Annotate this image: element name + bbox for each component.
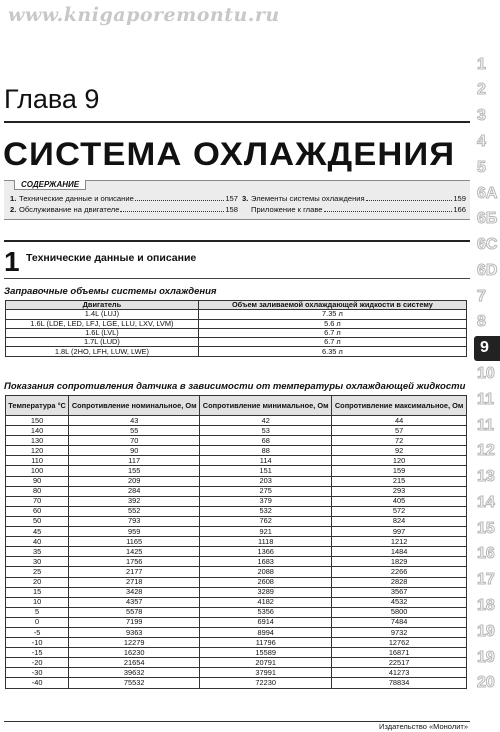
table-cell: 40 [6, 537, 69, 547]
table-cell: 30 [6, 557, 69, 567]
table-cell: 42 [200, 416, 332, 426]
chapter-tab: 13 [474, 465, 500, 490]
table-cell: 1829 [332, 557, 467, 567]
publisher: Издательство «Монолит» [379, 722, 468, 731]
table-row [6, 426, 467, 436]
table-cell: 6.7 л [198, 338, 466, 347]
table-cell: 8994 [200, 627, 332, 637]
table-cell: 5356 [200, 607, 332, 617]
table-cell: 20 [6, 577, 69, 587]
table-cell: 1.6L (LDE, LED, LFJ, LGE, LLU, LXV, LVM) [6, 319, 199, 328]
column-header: Температура °С [6, 396, 69, 416]
table-row [6, 567, 467, 577]
table-cell: 5 [6, 607, 69, 617]
table-cell: 90 [6, 476, 69, 486]
table-cell: 1165 [69, 537, 200, 547]
table-cell: 793 [69, 516, 200, 526]
table-row [6, 638, 467, 648]
table-cell: 6.35 л [198, 347, 466, 356]
table-cell: 5800 [332, 607, 467, 617]
divider [4, 121, 470, 123]
page-title: СИСТЕМА ОХЛАЖДЕНИЯ [3, 136, 456, 172]
toc-entry-title: Обслуживание на двигателе [19, 205, 120, 214]
chapter-tab: 6A [474, 181, 500, 206]
divider [4, 240, 470, 242]
table-cell: 959 [69, 527, 200, 537]
table-of-contents [4, 180, 470, 220]
toc-entry-title: Элементы системы охлаждения [251, 194, 365, 203]
toc-column-left [10, 193, 238, 215]
toc-entry-page: 159 [453, 194, 466, 203]
table-cell: 7199 [69, 617, 200, 627]
table-cell: 60 [6, 506, 69, 516]
table-row [6, 486, 467, 496]
chapter-thumb-tabs [474, 52, 500, 697]
watermark: www.knigaporemontu.ru [8, 4, 280, 26]
table-cell: 405 [332, 496, 467, 506]
column-header: Сопротивление максимальное, Ом [332, 396, 467, 416]
toc-entry [10, 193, 238, 204]
table-row [6, 416, 467, 426]
chapter-tab: 14 [474, 490, 500, 515]
table-cell: 35 [6, 547, 69, 557]
table-cell: 1212 [332, 537, 467, 547]
chapter-tab: 16 [474, 542, 500, 567]
table-cell: 1425 [69, 547, 200, 557]
table-cell: 20791 [200, 658, 332, 668]
dot-leader [120, 204, 224, 212]
table-cell: 75532 [69, 678, 200, 688]
toc-entry-page: 158 [225, 205, 238, 214]
table-cell: 39632 [69, 668, 200, 678]
chapter-tab: 7 [474, 284, 500, 309]
dot-leader [324, 204, 453, 212]
table-cell: 9363 [69, 627, 200, 637]
column-header: Сопротивление минимальное, Ом [200, 396, 332, 416]
table-cell: 44 [332, 416, 467, 426]
column-header: Двигатель [6, 301, 199, 310]
table-row [6, 587, 467, 597]
table-cell: -40 [6, 678, 69, 688]
chapter-tab: 11 [474, 413, 500, 438]
table-cell: 155 [69, 466, 200, 476]
chapter-tab: 6Б [474, 207, 500, 232]
table-cell: 1366 [200, 547, 332, 557]
table-cell: -30 [6, 668, 69, 678]
table-cell: 1.6L (LVL) [6, 328, 199, 337]
table-cell: 2828 [332, 577, 467, 587]
table-cell: 100 [6, 466, 69, 476]
table-cell: 3567 [332, 587, 467, 597]
table-row [6, 516, 467, 526]
table-cell: 37991 [200, 668, 332, 678]
chapter-label: Глава 9 [4, 84, 100, 114]
table-cell: 5578 [69, 607, 200, 617]
table1-caption: Заправочные объемы системы охлаждения [4, 286, 217, 297]
table-row [6, 456, 467, 466]
table-cell: 110 [6, 456, 69, 466]
table-row [6, 617, 467, 627]
table-cell: -15 [6, 648, 69, 658]
table-cell: 10 [6, 597, 69, 607]
table-cell: 151 [200, 466, 332, 476]
table-cell: 2718 [69, 577, 200, 587]
chapter-tab: 20 [474, 671, 500, 696]
table-row [6, 668, 467, 678]
table-cell: 120 [332, 456, 467, 466]
chapter-tab: 11 [474, 387, 500, 412]
table-cell: 11796 [200, 638, 332, 648]
toc-entry-title: Технические данные и описание [19, 194, 134, 203]
table-cell: 1.4L (LUJ) [6, 310, 199, 319]
table-cell: 90 [69, 446, 200, 456]
table-cell: 22517 [332, 658, 467, 668]
table-cell: 1484 [332, 547, 467, 557]
divider [4, 278, 470, 279]
table-cell: 114 [200, 456, 332, 466]
table-cell: -5 [6, 627, 69, 637]
table-row [6, 328, 467, 337]
table-cell: 1118 [200, 537, 332, 547]
toc-column-right [242, 193, 466, 215]
table-cell: 16230 [69, 648, 200, 658]
table-cell: 0 [6, 617, 69, 627]
section-number: 1 [4, 246, 20, 277]
table-cell: 284 [69, 486, 200, 496]
chapter-tab: 1 [474, 52, 500, 77]
table-cell: 72230 [200, 678, 332, 688]
table-cell: 921 [200, 527, 332, 537]
table-cell: 6914 [200, 617, 332, 627]
chapter-tab: 19 [474, 645, 500, 670]
toc-entry-number: 1. [10, 194, 17, 203]
table-cell: 532 [200, 506, 332, 516]
table-cell: 16871 [332, 648, 467, 658]
chapter-tab: 12 [474, 439, 500, 464]
table-cell: 45 [6, 527, 69, 537]
table-cell: 53 [200, 426, 332, 436]
table-cell: -10 [6, 638, 69, 648]
table-cell: 55 [69, 426, 200, 436]
table-row [6, 506, 467, 516]
chapter-tab: 9 [474, 336, 500, 361]
table-cell: 43 [69, 416, 200, 426]
table-cell: 9732 [332, 627, 467, 637]
table-cell: 5.6 л [198, 319, 466, 328]
table-row [6, 347, 467, 356]
table-cell: 70 [69, 436, 200, 446]
table-row [6, 648, 467, 658]
table-cell: 4182 [200, 597, 332, 607]
table-row [6, 310, 467, 319]
table-cell: 25 [6, 567, 69, 577]
table-cell: 392 [69, 496, 200, 506]
table-cell: -20 [6, 658, 69, 668]
table-cell: 7484 [332, 617, 467, 627]
table-cell: 78834 [332, 678, 467, 688]
table-cell: 150 [6, 416, 69, 426]
table-row [6, 658, 467, 668]
table-row [6, 319, 467, 328]
toc-entry-page: 166 [453, 205, 466, 214]
table-cell: 2177 [69, 567, 200, 577]
table-cell: 209 [69, 476, 200, 486]
table-cell: 997 [332, 527, 467, 537]
table-cell: 12279 [69, 638, 200, 648]
chapter-tab: 3 [474, 104, 500, 129]
table-row [6, 476, 467, 486]
table-row [6, 607, 467, 617]
table-cell: 2088 [200, 567, 332, 577]
table-cell: 120 [6, 446, 69, 456]
table-cell: 117 [69, 456, 200, 466]
table-cell: 275 [200, 486, 332, 496]
table-cell: 21654 [69, 658, 200, 668]
table-cell: 80 [6, 486, 69, 496]
table-row [6, 537, 467, 547]
table-cell: 2266 [332, 567, 467, 577]
table-cell: 2608 [200, 577, 332, 587]
table-header-row [6, 301, 467, 310]
table-header-row [6, 396, 467, 416]
table-cell: 824 [332, 516, 467, 526]
toc-heading: СОДЕРЖАНИЕ [14, 180, 86, 190]
table-cell: 159 [332, 466, 467, 476]
table-cell: 1.7L (LUD) [6, 338, 199, 347]
table-cell: 3428 [69, 587, 200, 597]
toc-entry-page: 157 [225, 194, 238, 203]
toc-entry-title: Приложение к главе [251, 205, 323, 214]
table-cell: 15 [6, 587, 69, 597]
coolant-capacity-table [5, 300, 467, 357]
chapter-tab: 4 [474, 129, 500, 154]
table-cell: 1.8L (2HO, LFH, LUW, LWE) [6, 347, 199, 356]
table-cell: 12762 [332, 638, 467, 648]
chapter-tab: 19 [474, 619, 500, 644]
table-cell: 92 [332, 446, 467, 456]
toc-entry-number [242, 204, 251, 215]
table-cell: 6.7 л [198, 328, 466, 337]
toc-entry [242, 193, 466, 204]
table-row [6, 446, 467, 456]
column-header: Сопротивление номинальное, Ом [69, 396, 200, 416]
table-row [6, 678, 467, 688]
table-cell: 762 [200, 516, 332, 526]
table-cell: 68 [200, 436, 332, 446]
chapter-tab: 6C [474, 232, 500, 257]
table2-caption: Показания сопротивления датчика в зависимости от температуры охлаждающей жидкости [4, 381, 466, 392]
table-cell: 57 [332, 426, 467, 436]
table-row [6, 466, 467, 476]
table-cell: 3289 [200, 587, 332, 597]
chapter-tab: 6D [474, 258, 500, 283]
table-cell: 552 [69, 506, 200, 516]
chapter-tab: 18 [474, 593, 500, 618]
dot-leader [135, 193, 225, 201]
table-cell: 203 [200, 476, 332, 486]
toc-entry [242, 204, 466, 215]
section-title: Технические данные и описание [26, 252, 197, 264]
table-row [6, 597, 467, 607]
table-row [6, 436, 467, 446]
sensor-resistance-table [5, 395, 467, 689]
table-row [6, 338, 467, 347]
column-header: Объем заливаемой охлаждающей жидкости в систему [198, 301, 466, 310]
table-cell: 4532 [332, 597, 467, 607]
table-cell: 140 [6, 426, 69, 436]
table-row [6, 627, 467, 637]
chapter-tab: 2 [474, 78, 500, 103]
table-cell: 379 [200, 496, 332, 506]
table-cell: 15589 [200, 648, 332, 658]
table-cell: 70 [6, 496, 69, 506]
table-cell: 50 [6, 516, 69, 526]
table-cell: 72 [332, 436, 467, 446]
toc-entry-number: 3. [242, 194, 249, 203]
table-cell: 4357 [69, 597, 200, 607]
dot-leader [366, 193, 453, 201]
toc-entry-number: 2. [10, 205, 17, 214]
table-row [6, 527, 467, 537]
table-cell: 88 [200, 446, 332, 456]
table-cell: 215 [332, 476, 467, 486]
chapter-tab: 8 [474, 310, 500, 335]
toc-entry [10, 204, 238, 215]
table-row [6, 557, 467, 567]
table-cell: 41273 [332, 668, 467, 678]
chapter-tab: 15 [474, 516, 500, 541]
table-cell: 7.35 л [198, 310, 466, 319]
table-row [6, 547, 467, 557]
chapter-tab: 10 [474, 361, 500, 386]
table-cell: 293 [332, 486, 467, 496]
table-cell: 1683 [200, 557, 332, 567]
table-row [6, 496, 467, 506]
table-cell: 1756 [69, 557, 200, 567]
table-cell: 130 [6, 436, 69, 446]
chapter-tab: 5 [474, 155, 500, 180]
chapter-tab: 17 [474, 568, 500, 593]
table-row [6, 577, 467, 587]
table-cell: 572 [332, 506, 467, 516]
